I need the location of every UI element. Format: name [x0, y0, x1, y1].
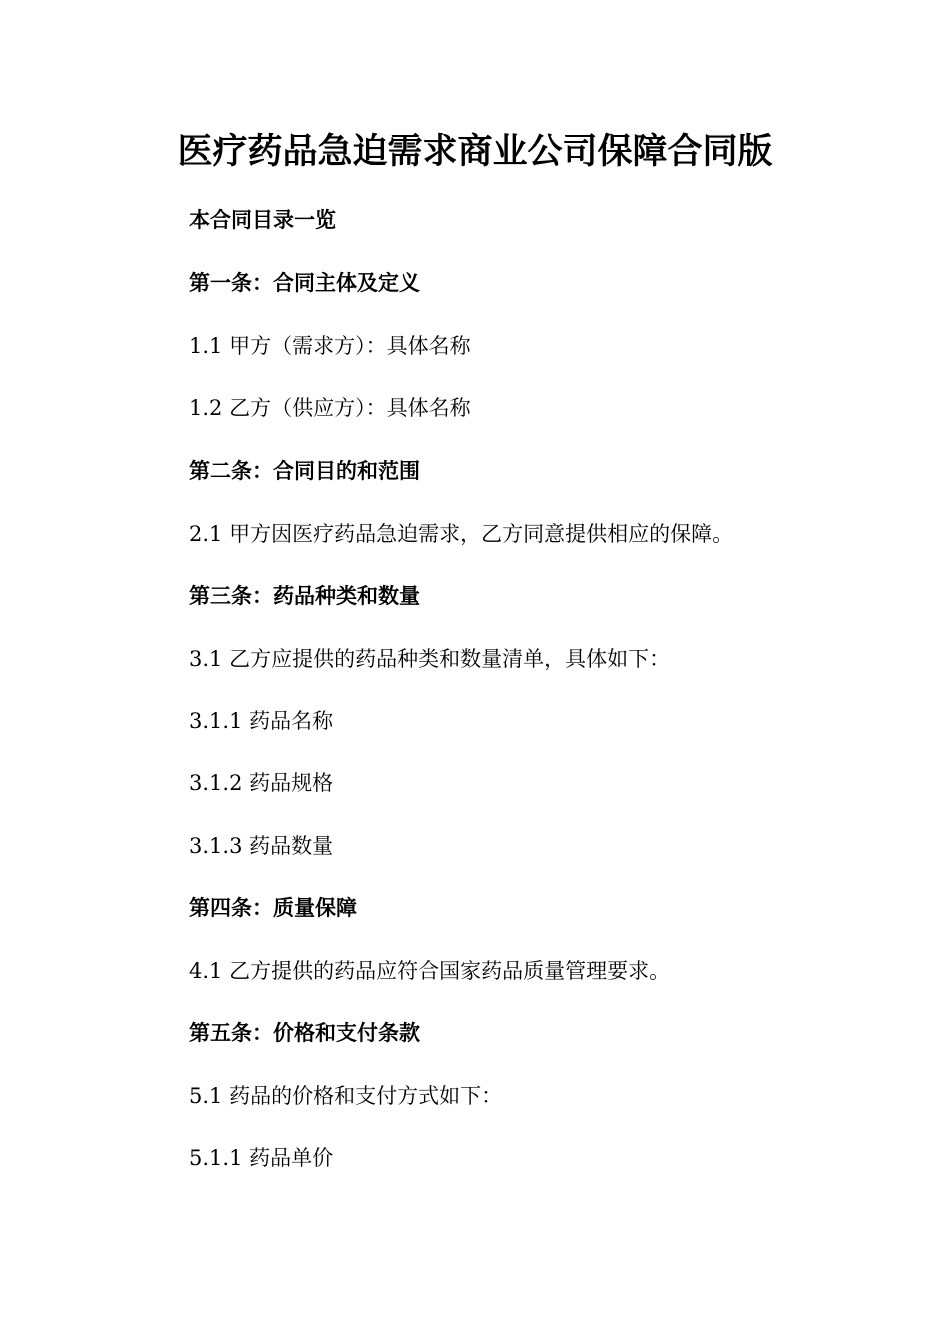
- article-3-heading: 第三条：药品种类和数量: [189, 584, 420, 608]
- clause-4-1: 4.1 乙方提供的药品应符合国家药品质量管理要求。: [189, 959, 671, 983]
- article-1-heading: 第一条：合同主体及定义: [189, 271, 420, 295]
- article-2-heading: 第二条：合同目的和范围: [189, 459, 420, 483]
- clause-5-1: 5.1 药品的价格和支付方式如下：: [189, 1084, 503, 1108]
- clause-1-2: 1.2 乙方（供应方）：具体名称: [189, 396, 471, 420]
- article-4-heading: 第四条：质量保障: [189, 896, 357, 920]
- clause-5-1-1: 5.1.1 药品单价: [189, 1146, 334, 1170]
- toc-heading: 本合同目录一览: [189, 208, 336, 232]
- clause-1-1: 1.1 甲方（需求方）：具体名称: [189, 334, 471, 358]
- clause-3-1: 3.1 乙方应提供的药品种类和数量清单，具体如下：: [189, 647, 671, 671]
- clause-3-1-2: 3.1.2 药品规格: [189, 771, 334, 795]
- clause-2-1: 2.1 甲方因医疗药品急迫需求，乙方同意提供相应的保障。: [189, 522, 734, 546]
- document-title: 医疗药品急迫需求商业公司保障合同版: [177, 131, 773, 172]
- clause-3-1-1: 3.1.1 药品名称: [189, 709, 334, 733]
- clause-3-1-3: 3.1.3 药品数量: [189, 834, 334, 858]
- article-5-heading: 第五条：价格和支付条款: [189, 1021, 420, 1045]
